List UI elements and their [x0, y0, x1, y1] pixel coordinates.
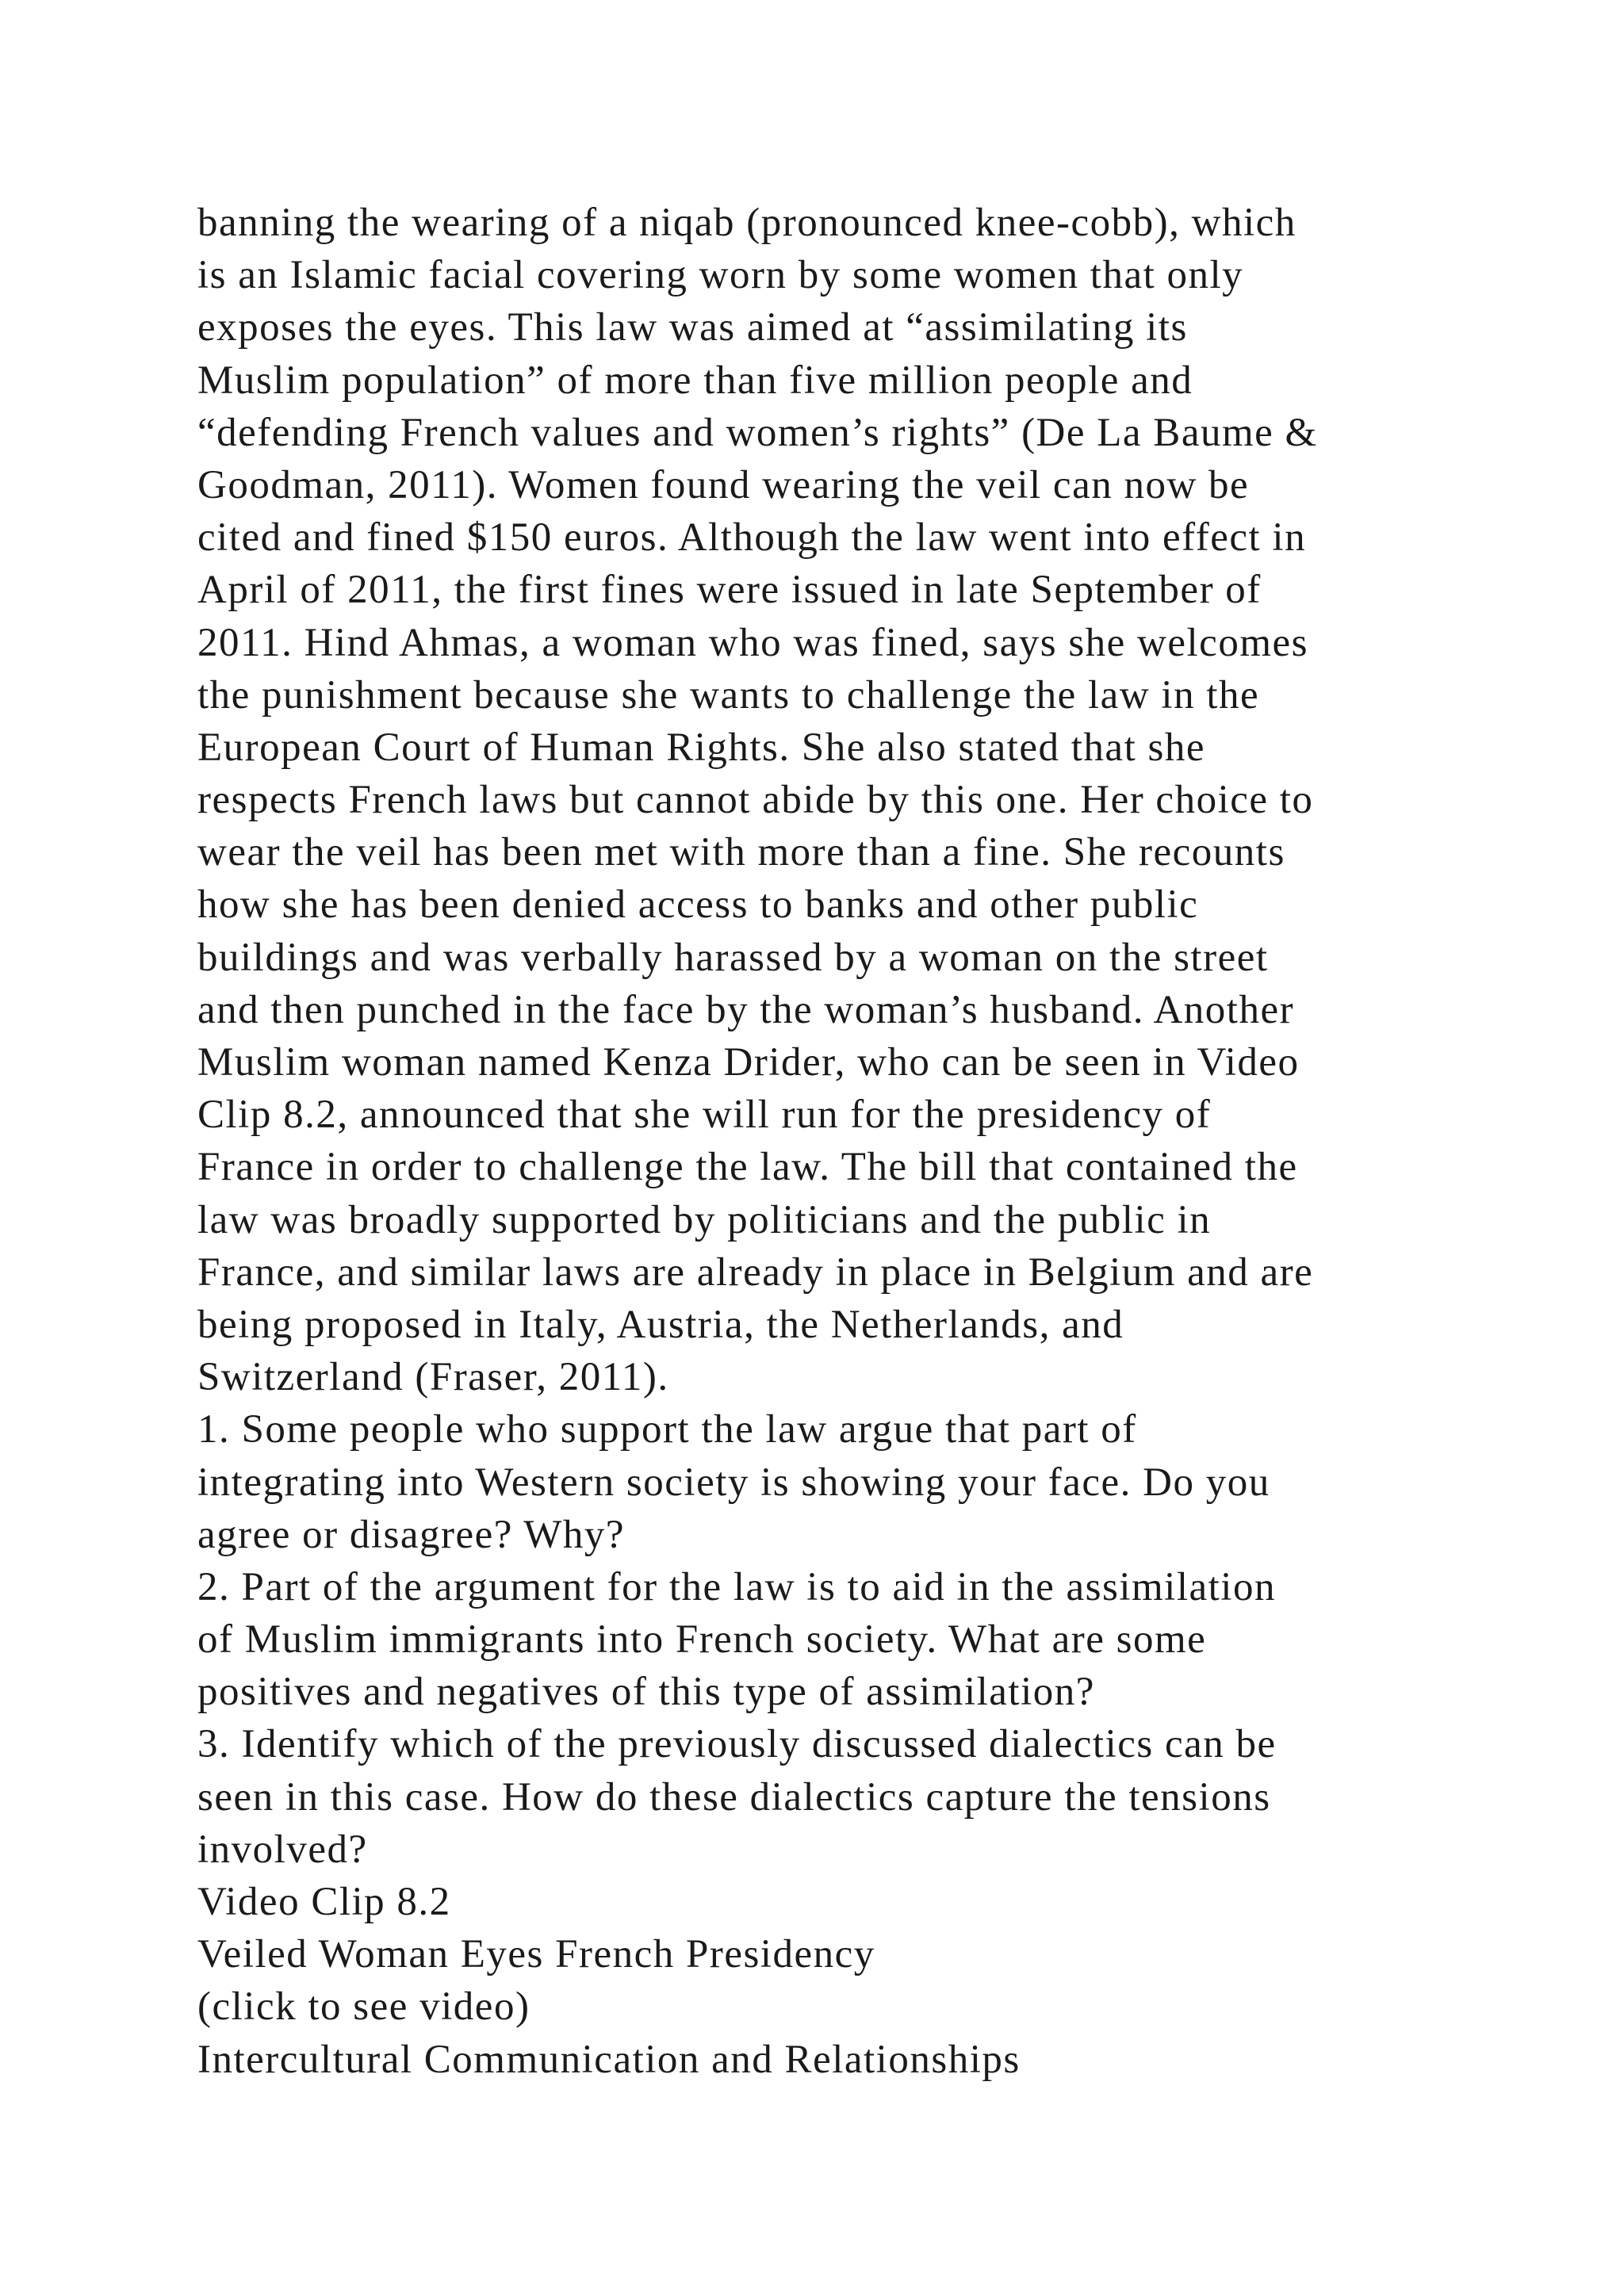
text-line: Goodman, 2011). Women found wearing the veil can now be — [197, 462, 1250, 507]
question-3-line: 3. Identify which of the previously discussed dialectics can be — [197, 1722, 1277, 1767]
text-line: how she has been denied access to banks and other public — [197, 882, 1199, 928]
question-1-line: 1. Some people who support the law argue that part of — [197, 1407, 1137, 1452]
text-line: Muslim woman named Kenza Drider, who can be seen in Video — [197, 1040, 1300, 1085]
question-2-line: of Muslim immigrants into French society. What are some — [197, 1617, 1207, 1663]
question-1-line: agree or disagree? Why? — [197, 1512, 626, 1557]
question-3-line: seen in this case. How do these dialectics capture the tensions — [197, 1774, 1271, 1820]
text-line: law was broadly supported by politicians and the public in — [197, 1197, 1212, 1242]
text-line: April of 2011, the first fines were issued in late September of — [197, 568, 1262, 613]
text-line: Muslim population” of more than five million people and — [197, 358, 1193, 403]
section-heading: Intercultural Communication and Relationships — [197, 2037, 1021, 2082]
text-line: exposes the eyes. This law was aimed at “assimilating its — [197, 305, 1188, 350]
text-line: buildings and was verbally harassed by a woman on the street — [197, 935, 1269, 980]
text-line: and then punched in the face by the woman’s husband. Another — [197, 987, 1295, 1032]
question-1-line: integrating into Western society is showing your face. Do you — [197, 1460, 1270, 1505]
body-text — [197, 197, 1545, 2086]
text-line: is an Islamic facial covering worn by some women that only — [197, 253, 1244, 298]
text-line: wear the veil has been met with more than a fine. She recounts — [197, 830, 1285, 875]
question-2-line: positives and negatives of this type of assimilation? — [197, 1670, 1095, 1715]
question-3-line: involved? — [197, 1827, 368, 1872]
text-line: being proposed in Italy, Austria, the Netherlands, and — [197, 1302, 1124, 1347]
text-line: cited and fined $150 euros. Although the law went into effect in — [197, 515, 1307, 561]
text-line: Clip 8.2, announced that she will run for the presidency of — [197, 1093, 1212, 1138]
text-line: France in order to challenge the law. The bill that contained the — [197, 1145, 1298, 1190]
text-line: European Court of Human Rights. She also stated that she — [197, 725, 1205, 770]
text-line: the punishment because she wants to challenge the law in the — [197, 672, 1260, 718]
text-line: France, and similar laws are already in place in Belgium and are — [197, 1249, 1314, 1295]
video-link[interactable]: (click to see video) — [197, 1984, 530, 2030]
video-title: Veiled Woman Eyes French Presidency — [197, 1932, 875, 1977]
text-line: banning the wearing of a niqab (pronounced knee-cobb), which — [197, 201, 1297, 245]
text-line: Switzerland (Fraser, 2011). — [197, 1355, 669, 1400]
text-line: 2011. Hind Ahmas, a woman who was fined, says she welcomes — [197, 620, 1308, 665]
question-2-line: 2. Part of the argument for the law is to aid in the assimilation — [197, 1564, 1276, 1609]
text-line: respects French laws but cannot abide by this one. Her choice to — [197, 778, 1314, 823]
text-line: “defending French values and women’s rights” (De La Baume & — [197, 410, 1318, 455]
video-clip-label: Video Clip 8.2 — [197, 1880, 451, 1924]
